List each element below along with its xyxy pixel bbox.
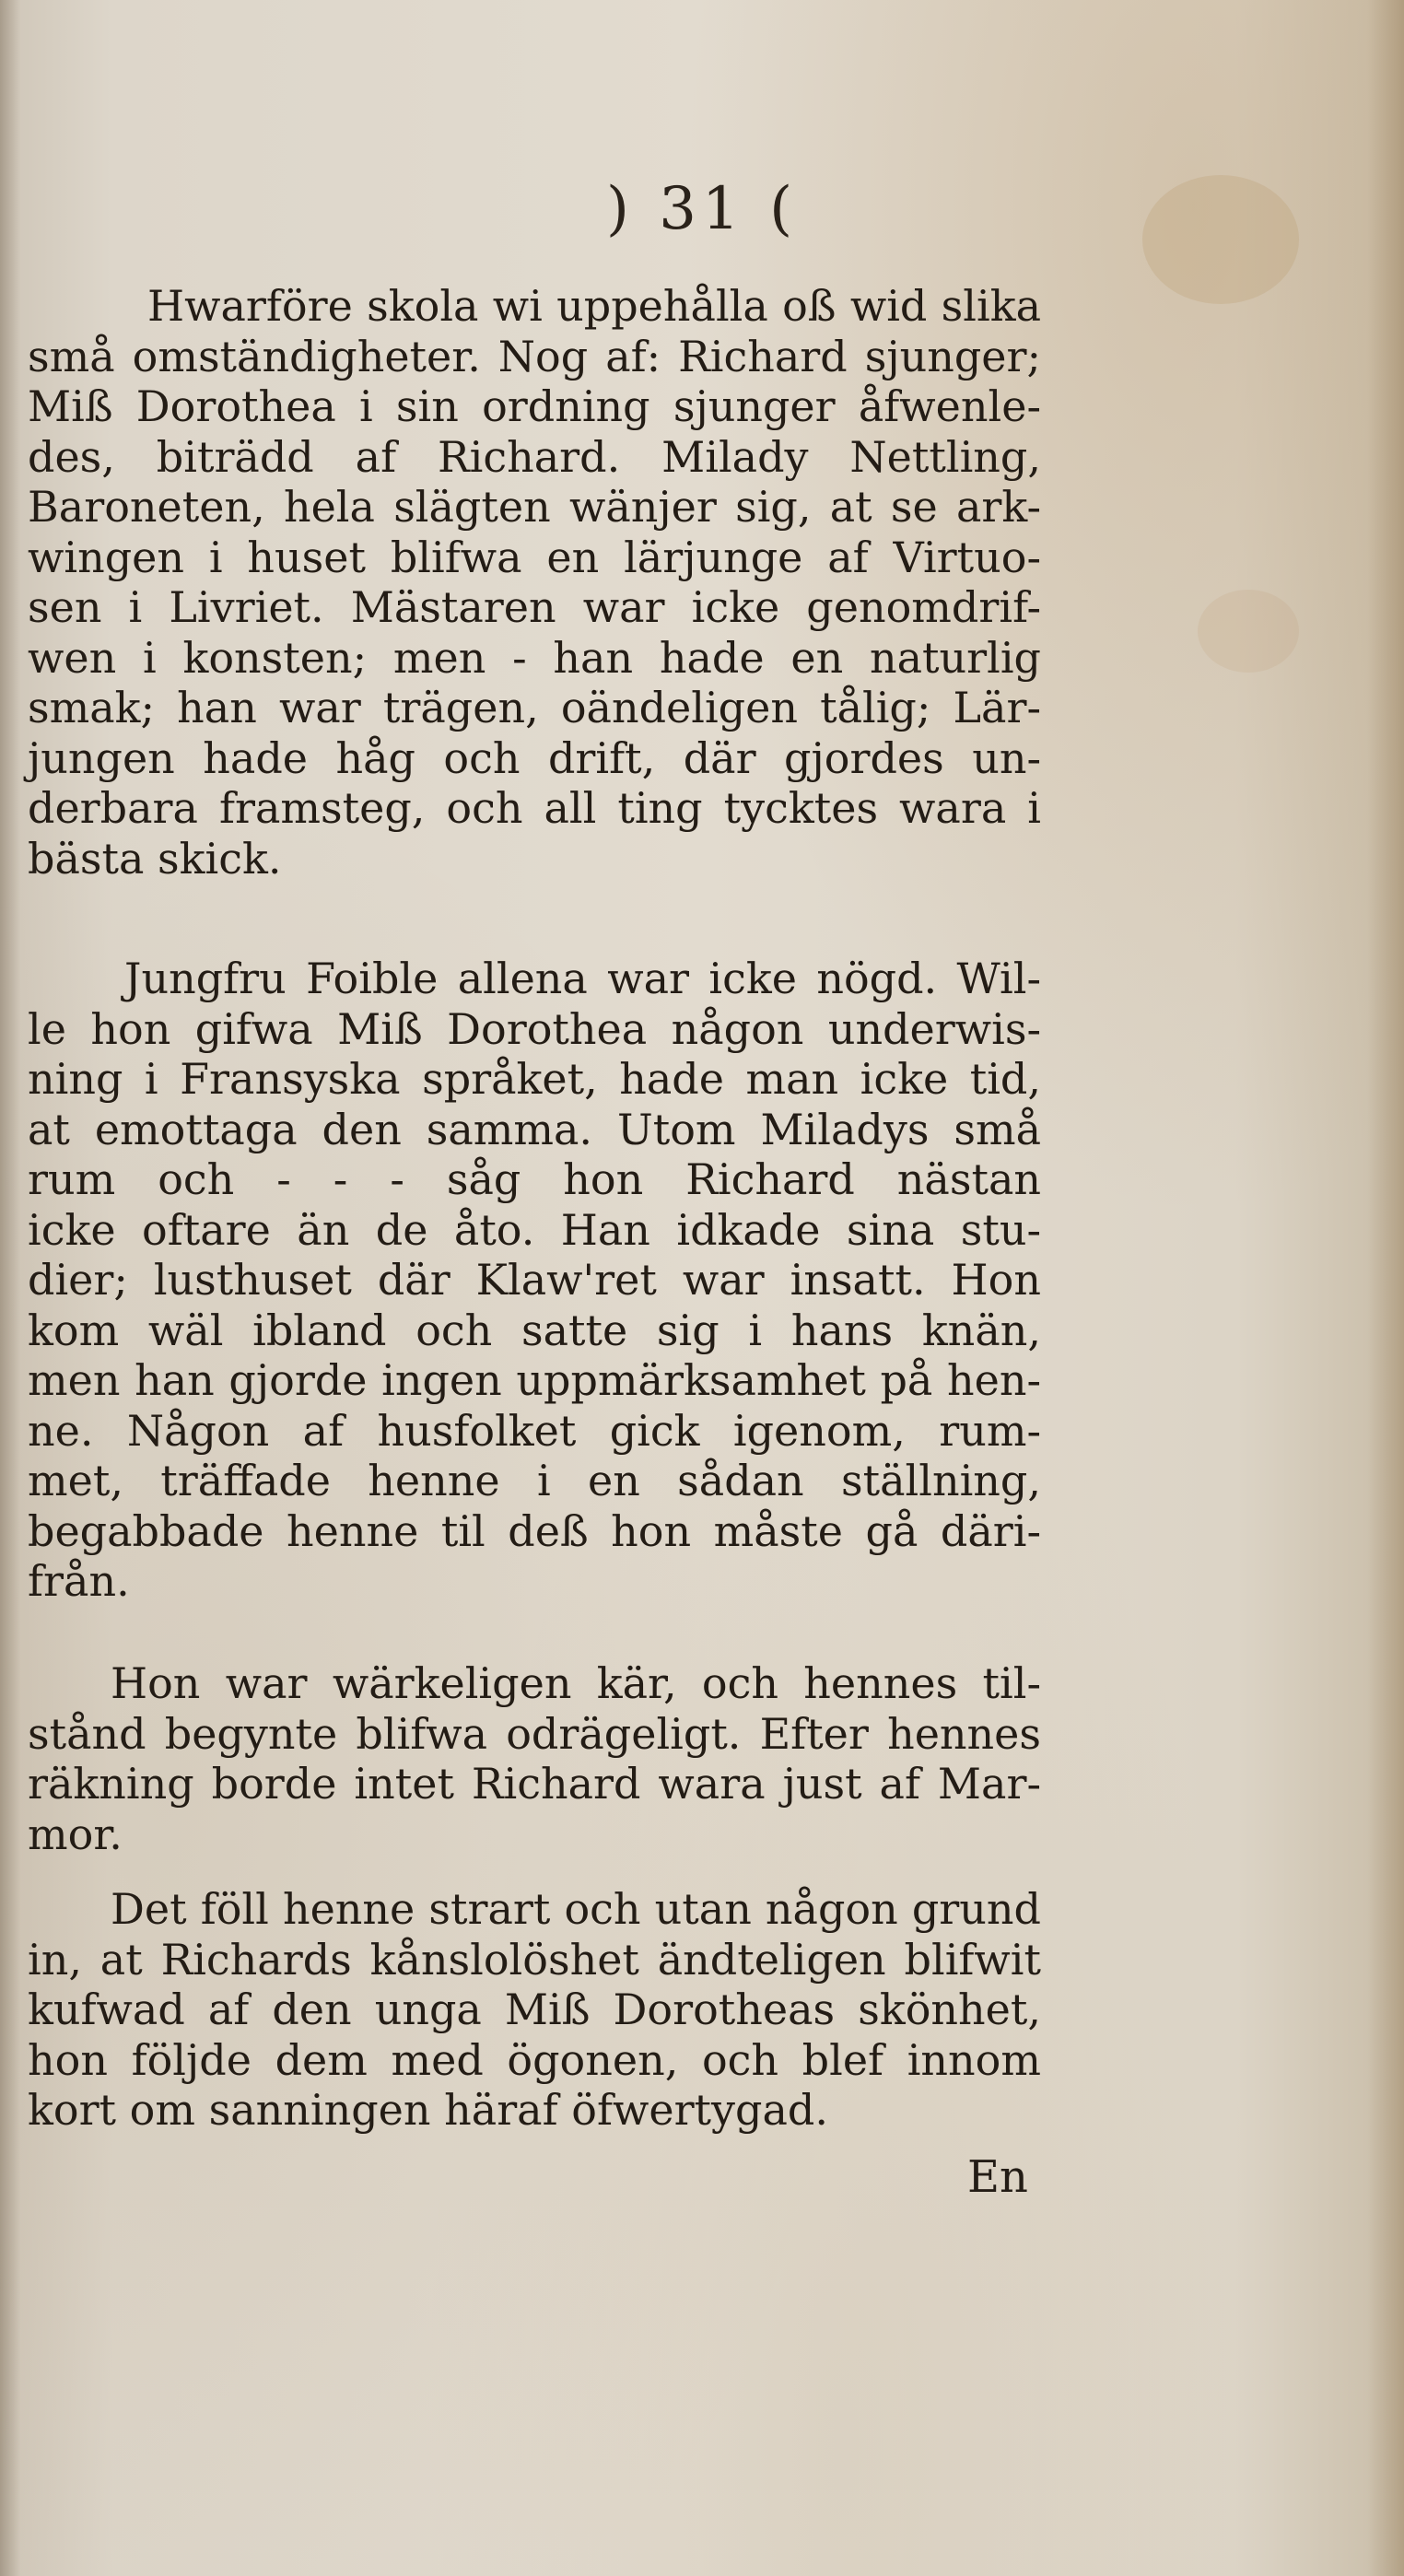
text-line: Jungfru Foible allena war icke nögd. Wil- (124, 954, 1041, 1003)
text-line: Det föll henne strart och utan någon grund (111, 1884, 1041, 1934)
text-line: derbara framsteg, och all ting tycktes wara i (28, 783, 1041, 833)
text-line: ne. Någon af husfolket gick igenom, rum- (28, 1405, 1041, 1456)
text-line: bästa skick. (28, 833, 282, 884)
text-line: smak; han war trägen, oändeligen tålig; Lär- (28, 683, 1041, 732)
paragraph-1 (28, 281, 1041, 884)
text-line: kom wäl ibland och satte sig i hans knän, (28, 1305, 1041, 1355)
text-line: jungen hade håg och drift, där gjordes un- (28, 732, 1041, 783)
text-line: dier; lusthuset där Klaw'ret war insatt. Hon (28, 1255, 1041, 1305)
text-line: hon följde dem med ögonen, och blef innom (28, 2034, 1041, 2085)
text-line: in, at Richards kånslolöshet ändteligen blifwit (28, 1934, 1041, 1985)
text-line: at emottaga den samma. Utom Miladys små (28, 1104, 1041, 1154)
text-line: mor. (28, 1809, 123, 1859)
paragraph-4 (28, 1884, 1041, 2136)
text-line: icke oftare än de åto. Han idkade sina stu- (28, 1204, 1041, 1255)
text-line: Hon war wärkeligen kär, och hennes til- (111, 1658, 1041, 1708)
page-number-header: ) 31 ( (605, 175, 799, 243)
text-line: met, träffade henne i en sådan ställning, (28, 1456, 1041, 1505)
text-line: Miß Dorothea i sin ordning sjunger åfwenle- (28, 381, 1041, 431)
text-line: des, biträdd af Richard. Milady Nettling, (28, 431, 1041, 482)
text-line: små omständigheter. Nog af: Richard sjunger; (28, 331, 1041, 381)
text-line: sen i Livriet. Mästaren war icke genomdrif- (28, 582, 1041, 632)
text-line: rum och - - - såg hon Richard nästan (28, 1154, 1041, 1204)
text-line: men han gjorde ingen uppmärksamhet på hen- (28, 1355, 1041, 1405)
text-line: Baroneten, hela slägten wänjer sig, at se ark- (28, 482, 1041, 532)
text-line: le hon gifwa Miß Dorothea någon underwis- (28, 1003, 1041, 1054)
text-line: wen i konsten; men - han hade en naturlig (28, 632, 1041, 683)
text-line: wingen i huset blifwa en lärjunge af Virtuo- (28, 532, 1041, 582)
text-line: stånd begynte blifwa odrägeligt. Efter hennes (28, 1708, 1041, 1759)
paper-stain (1198, 590, 1299, 673)
text-line: ning i Fransyska språket, hade man icke tid, (28, 1054, 1041, 1104)
text-line: kufwad af den unga Miß Dorotheas skönhet, (28, 1985, 1041, 2034)
text-line: begabbade henne til deß hon måste gå däri- (28, 1505, 1041, 1556)
text-line: kort om sanningen häraf öfwertygad. (28, 2085, 828, 2135)
page-left-edge (0, 0, 20, 2576)
paragraph-3 (28, 1658, 1041, 1859)
page-right-edge (1367, 0, 1404, 2576)
text-line: räkning borde intet Richard wara just af Mar- (28, 1759, 1041, 1809)
catchword: En (967, 2151, 1028, 2203)
text-line: från. (28, 1556, 130, 1606)
paragraph-2 (28, 954, 1041, 1607)
text-line: Hwarföre skola wi uppehålla oß wid slika (147, 281, 1041, 331)
